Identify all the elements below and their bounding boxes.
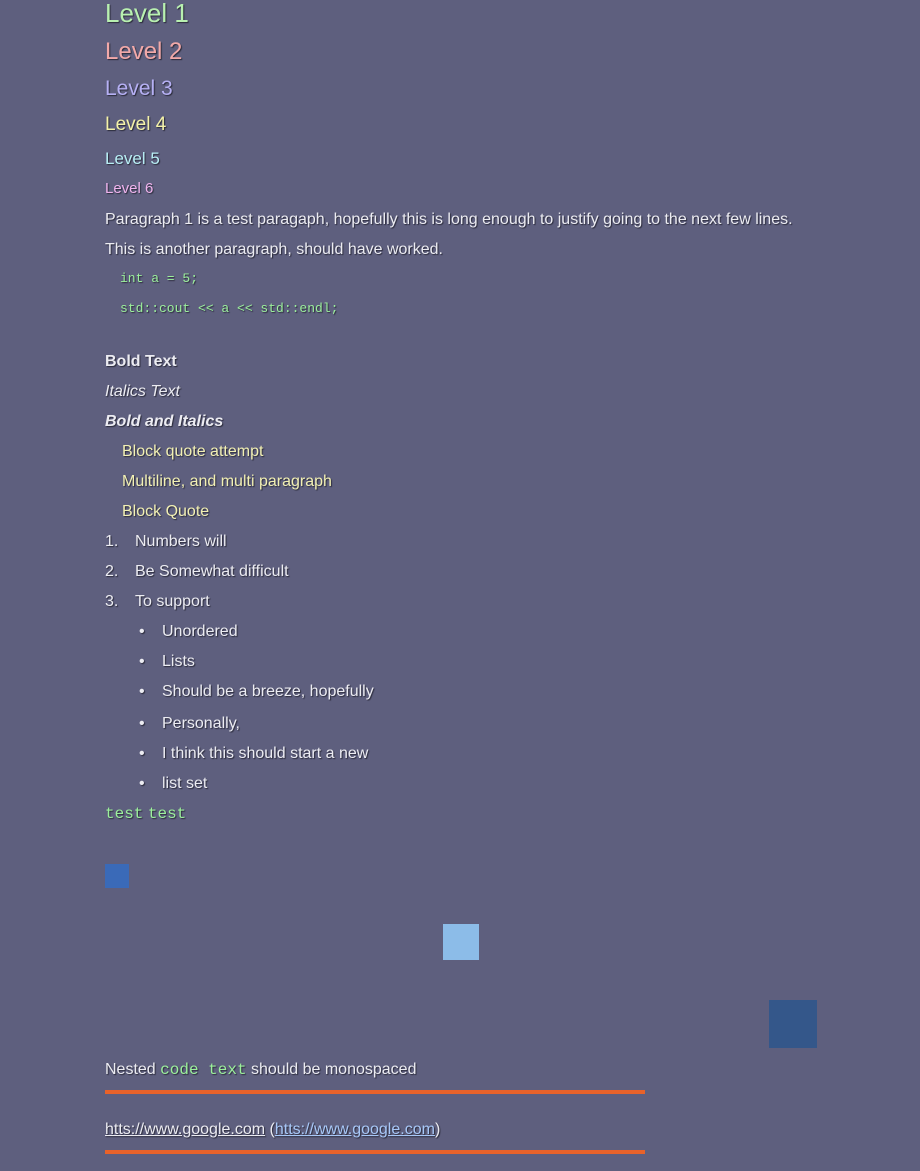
- code-line-2: std::cout << a << std::endl;: [120, 301, 339, 316]
- list-item-text: I think this should start a new: [162, 745, 369, 762]
- heading-level-6: Level 6: [105, 180, 154, 197]
- bullet-icon: •: [139, 715, 145, 732]
- nested-code-line: [105, 1062, 416, 1078]
- heading-level-3: Level 3: [105, 77, 173, 100]
- google-link-url[interactable]: htts://www.google.com: [274, 1121, 435, 1138]
- paragraph-2: This is another paragraph, should have worked.: [105, 241, 443, 258]
- list-item-text: Should be a breeze, hopefully: [162, 683, 374, 700]
- list-item-text: To support: [135, 593, 210, 610]
- large-square-image: [769, 1000, 817, 1048]
- list-item-text: Numbers will: [135, 533, 227, 550]
- italic-text: Italics Text: [105, 383, 180, 400]
- horizontal-rule: [105, 1150, 645, 1154]
- list-item-text: Be Somewhat difficult: [135, 563, 289, 580]
- nested-code-after: should be monospaced: [246, 1061, 417, 1078]
- heading-level-5: Level 5: [105, 149, 160, 168]
- blockquote-line-3: Block Quote: [122, 503, 210, 520]
- links-line: [105, 1122, 440, 1138]
- list-item-text: Unordered: [162, 623, 238, 640]
- blockquote-line-2: Multiline, and multi paragraph: [122, 473, 332, 490]
- close-paren: ): [434, 1121, 441, 1138]
- list-number: 1.: [105, 533, 119, 550]
- inline-code: test: [105, 805, 144, 823]
- nested-code-before: Nested: [105, 1061, 161, 1078]
- list-number: 3.: [105, 593, 119, 610]
- bold-italic-text: Bold and Italics: [105, 413, 224, 430]
- bullet-icon: •: [139, 653, 145, 670]
- small-square-image: [105, 864, 129, 888]
- bullet-icon: •: [139, 745, 145, 762]
- bullet-icon: •: [139, 623, 145, 640]
- blockquote-line-1: Block quote attempt: [122, 443, 264, 460]
- heading-level-1: Level 1: [105, 0, 189, 28]
- inline-code-line: [105, 806, 186, 822]
- code-line-1: int a = 5;: [120, 271, 199, 286]
- heading-level-4: Level 4: [105, 114, 167, 135]
- bold-text: Bold Text: [105, 353, 177, 370]
- bullet-icon: •: [139, 683, 145, 700]
- inline-code: code text: [160, 1061, 247, 1079]
- paragraph-1: Paragraph 1 is a test paragaph, hopefully this is long enough to justify going to the next few lines.: [105, 211, 793, 228]
- inline-code: test: [147, 805, 187, 823]
- bullet-icon: •: [139, 775, 145, 792]
- horizontal-rule: [105, 1090, 645, 1094]
- medium-square-image: [443, 924, 479, 960]
- list-item-text: Personally,: [162, 715, 240, 732]
- heading-level-2: Level 2: [105, 38, 183, 65]
- list-number: 2.: [105, 563, 119, 580]
- list-item-text: Lists: [162, 653, 195, 670]
- google-link[interactable]: htts://www.google.com: [105, 1121, 266, 1138]
- list-item-text: list set: [162, 775, 208, 792]
- open-paren: (: [265, 1121, 275, 1138]
